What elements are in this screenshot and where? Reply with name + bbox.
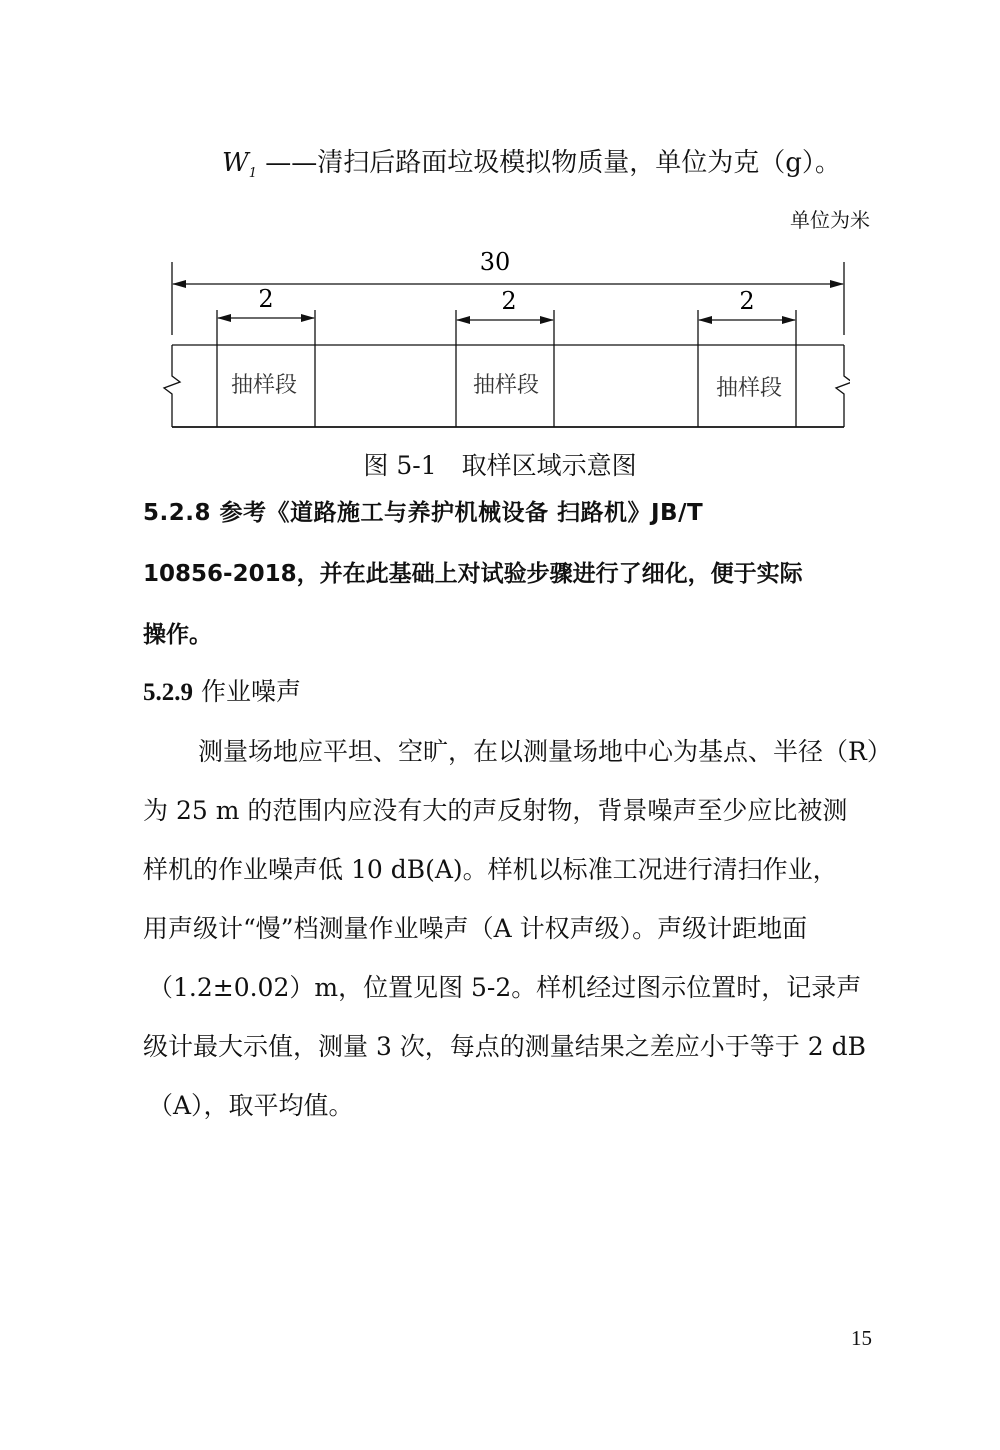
paragraph-line: 测量场地应平坦、空旷，在以测量场地中心为基点、半径（R）	[198, 737, 892, 766]
section-529-number: 5.2.9	[143, 679, 193, 706]
left-break-symbol	[164, 345, 180, 427]
paragraph-line: 样机的作业噪声低 10 dB(A)。样机以标准工况进行清扫作业，	[143, 855, 838, 884]
formula-definition-line	[222, 142, 841, 181]
segment-3-dimension-label: 2	[739, 287, 755, 315]
section-529-heading	[143, 672, 301, 708]
section-528-line-1: 5.2.8 参考《道路施工与养护机械设备 扫路机》JB/T	[143, 500, 704, 526]
segment-1-label: 抽样段	[230, 373, 298, 398]
segment-2-label: 抽样段	[472, 373, 540, 398]
formula-symbol-subscript: 1	[248, 166, 258, 182]
figure-caption: 图 5-1 取样区域示意图	[363, 451, 637, 480]
paragraph-line: 用声级计“慢”档测量作业噪声（A 计权声级）。声级计距地面	[143, 914, 808, 943]
right-break-symbol	[836, 345, 850, 427]
section-528-line-3: 操作。	[143, 622, 212, 648]
section-528-line-2: 10856-2018，并在此基础上对试验步骤进行了细化，便于实际	[143, 561, 803, 587]
paragraph-line: （A），取平均值。	[148, 1091, 354, 1120]
segment-2-dimension-label: 2	[501, 287, 517, 315]
formula-definition-text: ——清扫后路面垃圾模拟物质量，单位为克（g）。	[265, 148, 841, 178]
paragraph-line: 级计最大示值，测量 3 次，每点的测量结果之差应小于等于 2 dB	[143, 1032, 866, 1061]
paragraph-line: 为 25 m 的范围内应没有大的声反射物，背景噪声至少应比被测	[143, 796, 848, 825]
formula-symbol-letter: W	[222, 148, 249, 178]
segment-1-dimension-label: 2	[258, 285, 274, 313]
paragraph-line: （1.2±0.02）m，位置见图 5-2。样机经过图示位置时，记录声	[148, 973, 862, 1002]
unit-note: 单位为米	[790, 208, 870, 232]
segment-3-label: 抽样段	[715, 376, 783, 401]
page-number: 15	[851, 1326, 872, 1350]
total-dimension-label: 30	[479, 248, 511, 276]
formula-symbol	[222, 148, 258, 182]
section-529-title: 作业噪声	[200, 677, 301, 706]
sampling-area-diagram	[150, 240, 850, 440]
